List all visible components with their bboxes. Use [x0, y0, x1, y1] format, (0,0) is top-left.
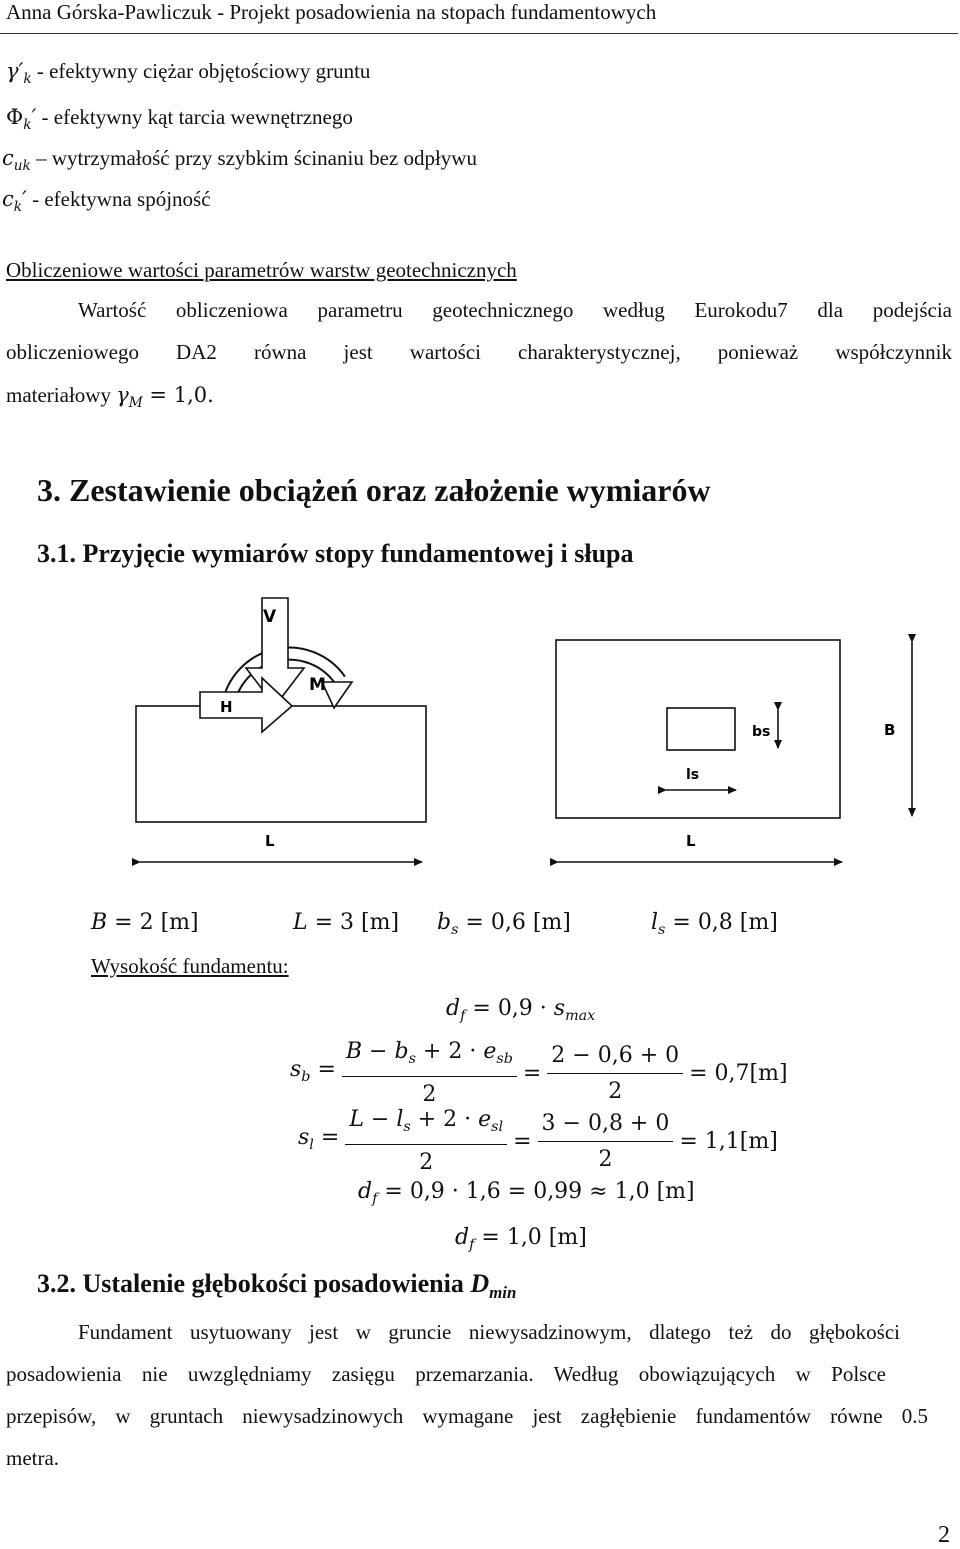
label-bs: bs	[752, 724, 771, 740]
sl-fraction-symbolic: $\frac{L - l_s + 2 \cdot e_{sl}}{2}$	[345, 1106, 507, 1177]
gamma-m-symbol: $\gamma_M$ =	[116, 383, 174, 411]
dim-bs: $b_s = 0,6$ [m]	[437, 910, 571, 938]
design-values-line1: Wartość obliczeniowa parametru geotechnicznego według Eurokodu7 dla podejścia	[78, 298, 952, 322]
foundation-figure	[0, 590, 960, 880]
dim-l: L = 3 [m]	[293, 910, 400, 935]
dim-b: B = 2 [m]	[91, 910, 199, 935]
phi-symbol: $\Phi_k'$	[6, 105, 37, 133]
foundation-block	[136, 706, 426, 822]
section-3-2-line2: posadowienia nie uwzględniamy zasięgu przemarzania. Według obowiązujących w Polsce	[6, 1362, 886, 1386]
foundation-plan	[556, 640, 840, 818]
height-label: Wysokość fundamentu:	[91, 954, 289, 978]
cuk-symbol: $c_{uk}$	[2, 146, 31, 174]
gamma-m-value: 1,0.	[173, 383, 214, 407]
legend-cuk	[2, 145, 477, 179]
section-3-2-line3: przepisów, w gruntach niewysadzinowych wymagane jest zagłębienie fundamentów równe 0.5	[6, 1404, 928, 1428]
sb-equation: $s_b$ = $\frac{B - b_s + 2 \cdot e_{sb}}{2}$ = $\frac{2 - 0,6 + 0}{2}$ = 0,7[m]	[290, 1039, 788, 1107]
sl-denominator: 2	[598, 1146, 613, 1172]
legend-phi-text: - efektywny kąt tarcia wewnętrznego	[41, 105, 353, 129]
label-v: V	[263, 607, 277, 627]
sb-lhs: $s_b$ =	[290, 1057, 336, 1085]
df-calculation: $d_f = 0,9 \cdot 1,6 = 0,99 \approx 1,0$ [m]	[358, 1179, 695, 1207]
section-3-2-symbol: D	[470, 1269, 490, 1298]
section-3-1-title: 3.1. Przyjęcie wymiarów stopy fundamentowej i słupa	[37, 539, 634, 568]
df-final: $d_f = 1,0$ [m]	[455, 1225, 587, 1253]
side-view	[136, 598, 426, 862]
page-number: 2	[938, 1522, 950, 1548]
section-3-2-subscript: min	[489, 1282, 517, 1302]
sl-fraction-numeric	[538, 1110, 674, 1174]
sb-result: = 0,7[m]	[689, 1060, 788, 1086]
df-formula-text: 0,9 ·	[497, 996, 554, 1021]
df-final-text: = 1,0 [m]	[481, 1225, 587, 1250]
legend-gamma-text: - efektywny ciężar objętościowy gruntu	[36, 59, 371, 83]
label-h: H	[220, 698, 233, 716]
design-values-line3-text: materiałowy	[6, 383, 111, 407]
column-plan	[667, 708, 735, 750]
dim-bs-value: 0,6 [m]	[490, 910, 571, 935]
section-3-title: 3. Zestawienie obciążeń oraz założenie wymiarów	[37, 472, 711, 508]
label-l-right: L	[686, 832, 696, 850]
sl-result: = 1,1[m]	[679, 1128, 778, 1154]
dim-ls-value: 0,8 [m]	[697, 910, 778, 935]
legend-ck	[2, 186, 211, 220]
design-values-heading: Obliczeniowe wartości parametrów warstw geotechnicznych	[6, 258, 517, 282]
sb-denominator: 2	[608, 1078, 623, 1104]
section-3-2-line1: Fundament usytuowany jest w gruncie niewysadzinowym, dlatego też do głębokości	[78, 1320, 900, 1344]
section-3-2-title-text: 3.2. Ustalenie głębokości posadowienia	[37, 1269, 471, 1298]
dim-ls: $l_s = 0,8$ [m]	[651, 910, 778, 938]
df-formula: $d_f = 0,9 \cdot s_{max}$	[446, 996, 596, 1024]
design-values-line3	[6, 382, 214, 416]
plan-view	[556, 640, 912, 862]
sb-fraction-symbolic: $\frac{B - b_s + 2 \cdot e_{sb}}{2}$	[342, 1038, 517, 1109]
dim-b-value: 2 [m]	[139, 910, 199, 935]
sl-numerator: 3 − 0,8 + 0	[538, 1110, 674, 1142]
header-divider	[0, 33, 958, 34]
legend-gamma	[6, 58, 370, 92]
sl-lhs: $s_l$ =	[298, 1125, 340, 1153]
section-3-2-title	[37, 1268, 516, 1309]
gamma-symbol: $\gamma'_k$	[6, 59, 32, 87]
legend-ck-text: - efektywna spójność	[32, 187, 211, 211]
legend-cuk-text: – wytrzymałość przy szybkim ścinaniu bez odpływu	[36, 146, 477, 170]
moment-arrowhead	[322, 682, 352, 708]
sb-fraction-numeric	[547, 1042, 683, 1106]
design-values-line2: obliczeniowego DA2 równa jest wartości charakterystycznej, ponieważ współczynnik	[6, 340, 952, 364]
ck-symbol: $c_k'$	[2, 187, 27, 215]
sb-numerator: 2 − 0,6 + 0	[547, 1042, 683, 1074]
section-3-2-line4: metra.	[6, 1446, 60, 1470]
label-m: M	[309, 675, 326, 695]
page-header: Anna Górska-Pawliczuk - Projekt posadowienia na stopach fundamentowych	[6, 0, 657, 24]
dim-l-value: 3 [m]	[340, 910, 400, 935]
label-l-left: L	[265, 832, 275, 850]
df-calculation-text: = 0,9 · 1,6 = 0,99 ≈ 1,0 [m]	[384, 1179, 695, 1204]
legend-phi	[6, 104, 353, 138]
label-ls: ls	[686, 767, 700, 783]
label-b: B	[884, 721, 896, 739]
sl-equation: $s_l$ = $\frac{L - l_s + 2 \cdot e_{sl}}{2}$ = $\frac{3 - 0,8 + 0}{2}$ = 1,1[m]	[298, 1107, 778, 1175]
